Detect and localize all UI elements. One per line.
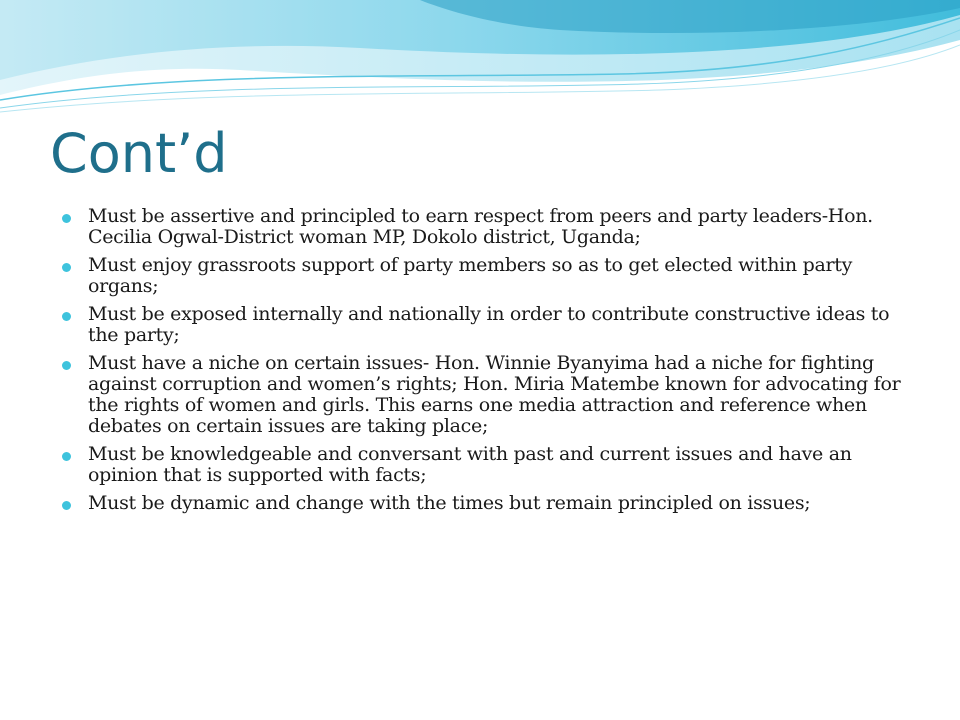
- list-item: [60, 304, 910, 346]
- bullet-text: Must have a niche on certain issues- Hon. Winnie Byanyima had a niche for fighting against corruption and women’s rights; Hon. Miria Matembe known for advocating for the rights of women and girls. This earns one media attraction and reference when debates on certain issues are taking place;: [88, 352, 901, 437]
- bullet-dot-icon: [62, 361, 71, 370]
- list-item: [60, 353, 910, 437]
- wave-decoration: [0, 0, 960, 115]
- bullet-text: Must be exposed internally and nationally in order to contribute constructive ideas to the party;: [88, 303, 890, 346]
- list-item: [60, 255, 910, 297]
- slide-title: Cont’d: [50, 122, 228, 185]
- list-item: [60, 444, 910, 486]
- bullet-dot-icon: [62, 452, 71, 461]
- bullet-dot-icon: [62, 214, 71, 223]
- bullet-text: Must enjoy grassroots support of party members so as to get elected within party organs;: [88, 254, 853, 297]
- bullet-dot-icon: [62, 312, 71, 321]
- bullet-text: Must be knowledgeable and conversant with past and current issues and have an opinion that is supported with facts;: [88, 443, 852, 486]
- bullet-text: Must be dynamic and change with the times but remain principled on issues;: [88, 492, 811, 514]
- bullet-dot-icon: [62, 501, 71, 510]
- bullet-text: Must be assertive and principled to earn respect from peers and party leaders-Hon. Cecilia Ogwal-District woman MP, Dokolo district, Uganda;: [88, 205, 873, 248]
- bullet-list: [60, 206, 910, 521]
- list-item: [60, 206, 910, 248]
- list-item: [60, 493, 910, 514]
- bullet-dot-icon: [62, 263, 71, 272]
